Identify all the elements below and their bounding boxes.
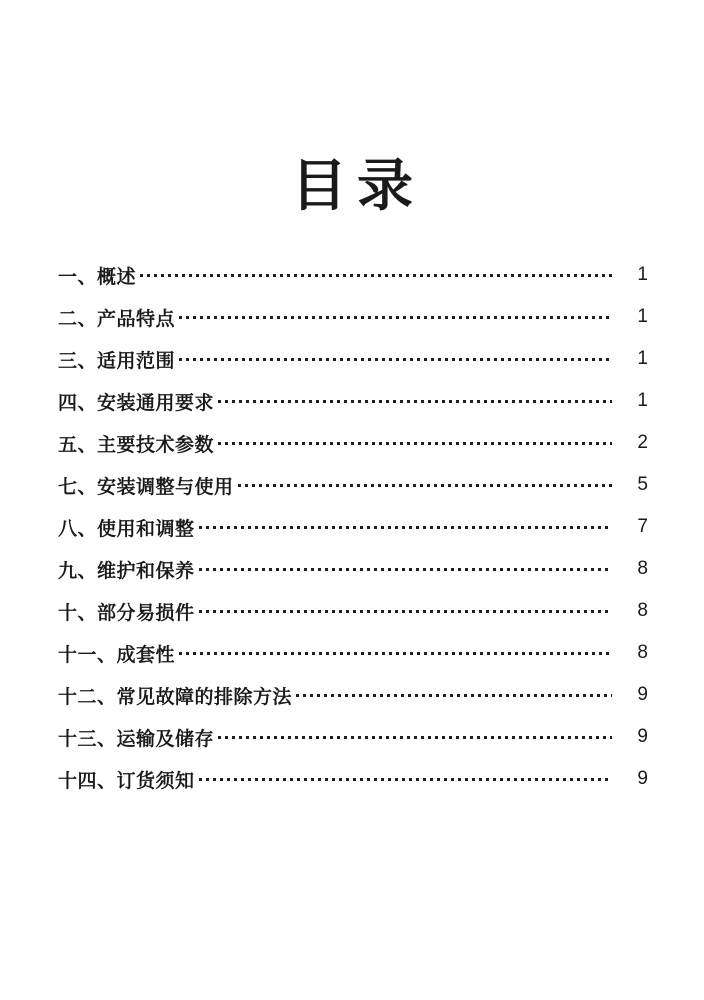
toc-entry-label: 十一、成套性	[58, 644, 176, 666]
toc-list	[58, 254, 648, 800]
dot-leader	[199, 568, 612, 571]
toc-entry-label: 十、部分易损件	[58, 602, 195, 624]
toc-entry-label: 五、主要技术参数	[58, 434, 215, 456]
dot-leader	[218, 736, 612, 739]
toc-entry	[58, 296, 648, 338]
toc-entry-page: 1	[637, 348, 648, 369]
toc-entry-label: 十三、运输及储存	[58, 728, 215, 750]
toc-entry	[58, 338, 648, 380]
toc-entry	[58, 380, 648, 422]
toc-entry-page: 5	[637, 474, 648, 495]
dot-leader	[238, 484, 612, 487]
toc-entry	[58, 758, 648, 800]
toc-entry-page: 8	[637, 600, 648, 621]
toc-entry-page: 9	[637, 768, 648, 789]
toc-entry-label: 十二、常见故障的排除方法	[58, 686, 293, 708]
toc-entry-label: 八、使用和调整	[58, 518, 195, 540]
toc-entry	[58, 422, 648, 464]
toc-entry-page: 8	[637, 642, 648, 663]
dot-leader	[179, 652, 612, 655]
toc-entry	[58, 464, 648, 506]
dot-leader	[296, 694, 612, 697]
toc-entry	[58, 674, 648, 716]
toc-entry-page: 2	[637, 432, 648, 453]
toc-entry	[58, 716, 648, 758]
toc-entry-label: 七、安装调整与使用	[58, 476, 234, 498]
page-title: 目录	[291, 154, 423, 217]
toc-entry-page: 9	[637, 684, 648, 705]
dot-leader	[199, 526, 612, 529]
toc-entry-label: 十四、订货须知	[58, 770, 195, 792]
dot-leader	[218, 442, 612, 445]
toc-entry	[58, 632, 648, 674]
toc-entry-label: 九、维护和保养	[58, 560, 195, 582]
toc-entry	[58, 548, 648, 590]
toc-entry-page: 1	[637, 390, 648, 411]
dot-leader	[179, 358, 612, 361]
toc-entry-page: 1	[637, 264, 648, 285]
toc-entry	[58, 254, 648, 296]
dot-leader	[140, 274, 612, 277]
toc-entry-label: 二、产品特点	[58, 308, 176, 330]
dot-leader	[199, 778, 612, 781]
toc-entry-label: 四、安装通用要求	[58, 392, 215, 414]
toc-entry-page: 9	[637, 726, 648, 747]
toc-entry-label: 三、适用范围	[58, 350, 176, 372]
dot-leader	[218, 400, 612, 403]
toc-entry-page: 8	[637, 558, 648, 579]
toc-entry-page: 1	[637, 306, 648, 327]
toc-entry	[58, 506, 648, 548]
toc-entry-label: 一、概述	[58, 266, 137, 288]
toc-entry	[58, 590, 648, 632]
toc-entry-page: 7	[637, 516, 648, 537]
dot-leader	[199, 610, 612, 613]
dot-leader	[179, 316, 612, 319]
